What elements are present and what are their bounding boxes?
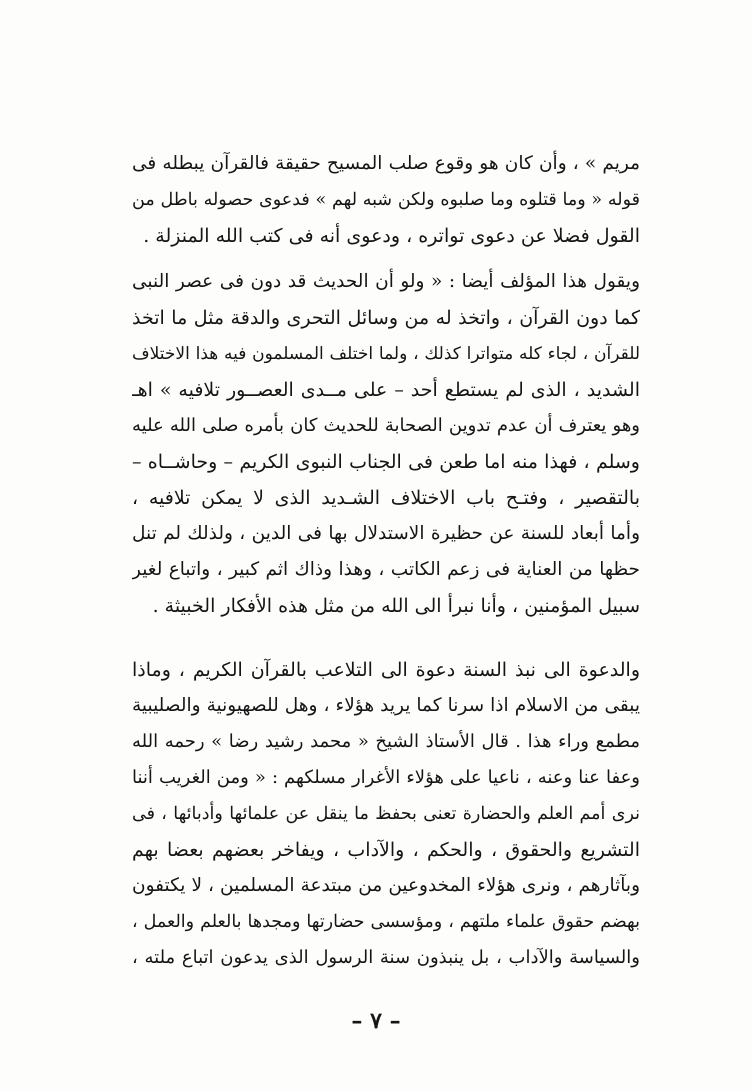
paragraph-line: القول فضلا عن دعوى تواتره ، ودعوى أنه فى كتب الله المنزلة . [143, 225, 640, 247]
paragraph-1 [132, 146, 640, 254]
paragraph-line: مريم » ، وأن كان هو وقوع صلب المسيح حقيقة فالقرآن يبطله فى [132, 153, 640, 174]
paragraph-line: والسياسة والآداب ، بل ينبذون سنة الرسول الذى يدعون اتباع ملته ، [132, 947, 640, 968]
paragraph-line: والدعوة الى نبذ السنة دعوة الى التلاعب بالقرآن الكريم ، وماذا [132, 659, 640, 681]
paragraph-line: بهضم حقوق علماء ملتهم ، ومؤسسى حضارتها ومجدها بالعلم والعمل ، [132, 912, 640, 932]
paragraph-line: مطمع وراء هذا . قال الأستاذ الشيخ « محمد رشيد رضا » رحمه الله [132, 731, 640, 752]
paragraph-line: بالتقصير ، وفتـح باب الاختلاف الشـديد الذى لا يمكن تلافيه ، [132, 487, 640, 509]
paragraph-line: للقرآن ، لجاء كله متواترا كذلك ، ولما اختلف المسلمون فيه هذا الاختلاف [132, 344, 640, 364]
paragraph-line: قوله « وما قتلوه وما صلبوه ولكن شبه لهم » فدعوى حصوله باطل من [132, 190, 640, 210]
paragraph-2 [132, 264, 640, 624]
paragraph-line: كما دون القرآن ، واتخذ له من وسائل التحرى والدقة مثل ما اتخذ [132, 307, 640, 329]
paragraph-line: يبقى من الاسلام اذا سرنا كما يريد هؤلاء ، وهل للصهيونية والصليبية [132, 695, 640, 716]
paragraph-3 [132, 652, 640, 976]
paragraph-line: وهو يعترف أن عدم تدوين الصحابة للحديث كان بأمره صلى الله عليه [132, 415, 640, 436]
paragraph-line: ويقول هذا المؤلف أيضا : « ولو أن الحديث قد دون فى عصر النبى [132, 271, 640, 292]
paragraph-line: وسلم ، فهذا منه اما طعن فى الجناب النبوى الكريم – وحاشــاه – [132, 451, 640, 473]
page-number: – ٧ – [351, 1008, 401, 1034]
paragraph-line: حظها من العناية فى زعم الكاتب ، وهذا وذاك اثم كبير ، واتباع لغير [132, 559, 640, 580]
paragraph-line: الشديد ، الذى لم يستطع أحد – على مــدى العصــور تلافيه » اهـ [132, 379, 640, 401]
paragraph-line: وعفا عنا وعنه ، ناعيا على هؤلاء الأغرار مسلكهم : « ومن الغريب أننا [132, 767, 640, 788]
paragraph-line: التشريع والحقوق ، والحكم ، والآداب ، ويفاخر بعضهم بعضا بهم [132, 839, 640, 861]
paragraph-line: وبآثارهم ، ونرى هؤلاء المخدوعين من مبتدعة المسلمين ، لا يكتفون [132, 875, 640, 896]
paragraph-line: سبيل المؤمنين ، وأنا نبرأ الى الله من مثل هذه الأفكار الخبيثة . [152, 595, 640, 617]
paragraph-line: نرى أمم العلم والحضارة تعنى بحفظ ما ينقل عن علمائها وأدبائها ، فى [132, 804, 640, 824]
paragraph-line: وأما أبعاد للسنة عن حظيرة الاستدلال بها فى الدين ، ولذلك لم تنل [132, 523, 640, 544]
